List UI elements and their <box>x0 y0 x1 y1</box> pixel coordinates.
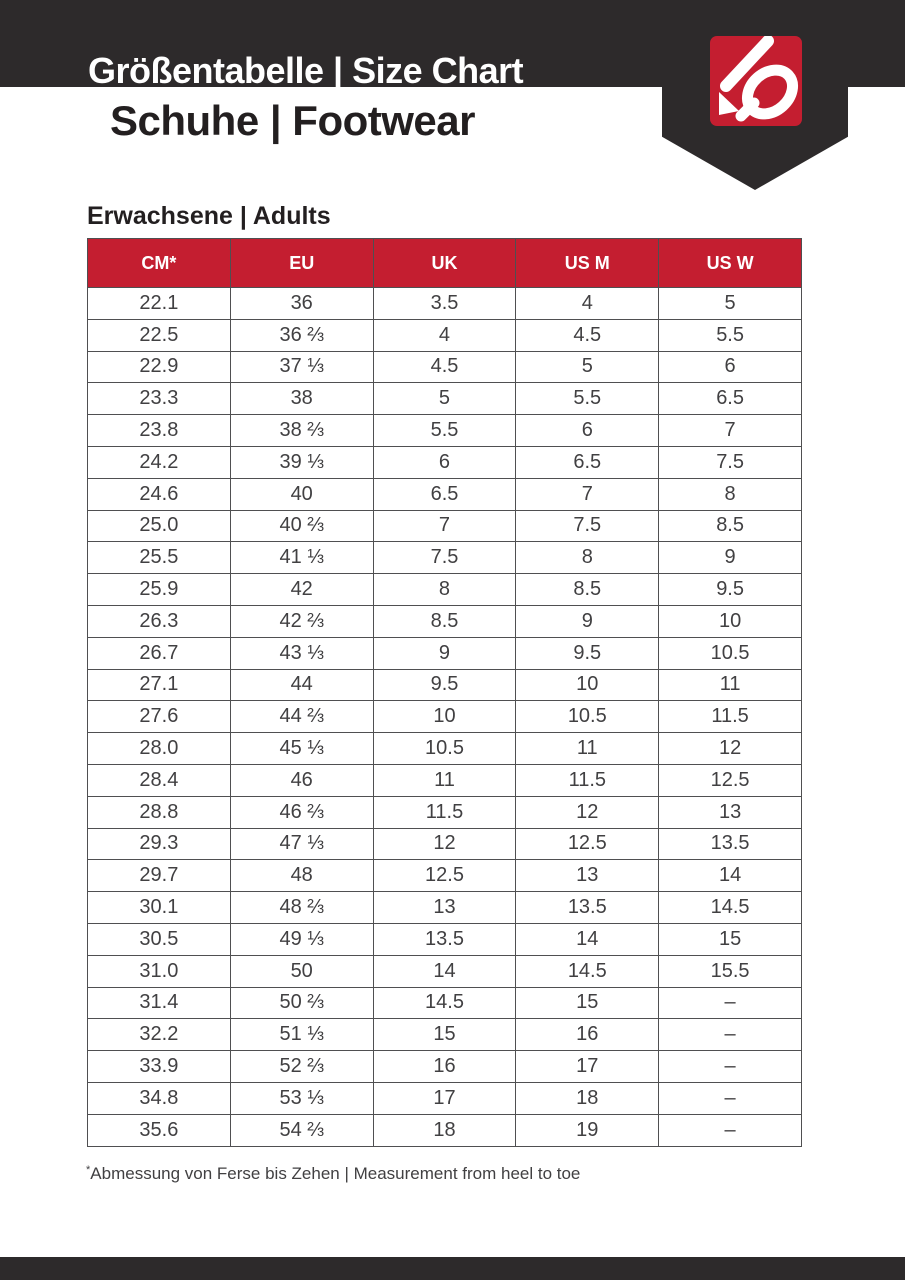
table-cell: 6.5 <box>659 383 802 415</box>
table-cell: 12.5 <box>516 828 659 860</box>
table-cell: 11 <box>516 733 659 765</box>
table-row <box>88 605 802 637</box>
table-row <box>88 637 802 669</box>
table-cell: 9.5 <box>659 574 802 606</box>
table-cell: 47 ⅓ <box>230 828 373 860</box>
table-cell: 13.5 <box>659 828 802 860</box>
table-cell: 19 <box>516 1114 659 1146</box>
table-cell: 18 <box>516 1082 659 1114</box>
table-cell: 14.5 <box>516 955 659 987</box>
table-row <box>88 574 802 606</box>
column-header: US M <box>516 239 659 288</box>
table-cell: 13.5 <box>516 892 659 924</box>
table-cell: 22.5 <box>88 319 231 351</box>
table-cell: 12 <box>659 733 802 765</box>
table-cell: 11.5 <box>516 764 659 796</box>
table-cell: 5 <box>516 351 659 383</box>
table-cell: 38 <box>230 383 373 415</box>
table-cell: 29.3 <box>88 828 231 860</box>
table-row <box>88 478 802 510</box>
table-cell: 5.5 <box>516 383 659 415</box>
table-cell: 16 <box>516 1019 659 1051</box>
doc-subtitle: Schuhe | Footwear <box>110 97 475 144</box>
table-cell: 39 ⅓ <box>230 446 373 478</box>
table-cell: 48 <box>230 860 373 892</box>
table-cell: 52 ⅔ <box>230 1051 373 1083</box>
table-cell: 9.5 <box>516 637 659 669</box>
table-cell: – <box>659 1082 802 1114</box>
table-cell: 32.2 <box>88 1019 231 1051</box>
table-row <box>88 319 802 351</box>
table-cell: 9 <box>659 542 802 574</box>
table-cell: 28.8 <box>88 796 231 828</box>
table-cell: 11 <box>373 764 516 796</box>
table-cell: 53 ⅓ <box>230 1082 373 1114</box>
table-cell: 28.4 <box>88 764 231 796</box>
table-cell: 11.5 <box>659 701 802 733</box>
table-cell: 50 ⅔ <box>230 987 373 1019</box>
table-cell: 36 <box>230 288 373 320</box>
table-body <box>88 288 802 1147</box>
table-cell: 24.2 <box>88 446 231 478</box>
table-cell: 25.9 <box>88 574 231 606</box>
table-cell: 9 <box>373 637 516 669</box>
doc-title: Größentabelle | Size Chart <box>88 50 524 91</box>
table-cell: – <box>659 1019 802 1051</box>
table-cell: 34.8 <box>88 1082 231 1114</box>
table-row <box>88 923 802 955</box>
table-cell: 10.5 <box>659 637 802 669</box>
table-cell: 4.5 <box>516 319 659 351</box>
table-cell: 5.5 <box>659 319 802 351</box>
table-cell: 31.0 <box>88 955 231 987</box>
five-ten-logo-icon <box>710 36 802 126</box>
table-cell: 15.5 <box>659 955 802 987</box>
table-row <box>88 987 802 1019</box>
table-cell: 8 <box>659 478 802 510</box>
table-cell: 16 <box>373 1051 516 1083</box>
table-row <box>88 510 802 542</box>
table-row <box>88 860 802 892</box>
table-row <box>88 1082 802 1114</box>
column-header: EU <box>230 239 373 288</box>
table-row <box>88 351 802 383</box>
table-row <box>88 542 802 574</box>
table-cell: 30.5 <box>88 923 231 955</box>
table-cell: 6 <box>373 446 516 478</box>
table-cell: 27.1 <box>88 669 231 701</box>
table-cell: 36 ⅔ <box>230 319 373 351</box>
table-cell: 5.5 <box>373 415 516 447</box>
table-cell: – <box>659 1114 802 1146</box>
table-cell: 14 <box>373 955 516 987</box>
table-cell: 14.5 <box>373 987 516 1019</box>
size-table <box>87 238 802 1147</box>
footnote <box>86 1164 580 1184</box>
table-row <box>88 733 802 765</box>
table-cell: 7.5 <box>659 446 802 478</box>
table-cell: 42 ⅔ <box>230 605 373 637</box>
table-cell: 26.3 <box>88 605 231 637</box>
table-cell: 17 <box>373 1082 516 1114</box>
table-cell: 7.5 <box>373 542 516 574</box>
table-cell: 25.0 <box>88 510 231 542</box>
table-cell: 12.5 <box>659 764 802 796</box>
table-cell: 13.5 <box>373 923 516 955</box>
table-cell: 13 <box>659 796 802 828</box>
footnote-text: Abmessung von Ferse bis Zehen | Measurement from heel to toe <box>90 1164 581 1183</box>
section-heading: Erwachsene | Adults <box>87 202 331 230</box>
table-cell: 25.5 <box>88 542 231 574</box>
table-cell: 11.5 <box>373 796 516 828</box>
table-cell: 4.5 <box>373 351 516 383</box>
table-cell: 14 <box>516 923 659 955</box>
table-cell: 8.5 <box>373 605 516 637</box>
table-cell: 7 <box>659 415 802 447</box>
table-cell: 8 <box>373 574 516 606</box>
table-cell: 31.4 <box>88 987 231 1019</box>
table-row <box>88 955 802 987</box>
table-cell: 50 <box>230 955 373 987</box>
table-cell: 13 <box>373 892 516 924</box>
table-cell: 45 ⅓ <box>230 733 373 765</box>
table-cell: 26.7 <box>88 637 231 669</box>
table-cell: 8.5 <box>659 510 802 542</box>
table-cell: 9 <box>516 605 659 637</box>
table-cell: 10.5 <box>516 701 659 733</box>
table-cell: 23.8 <box>88 415 231 447</box>
table-head <box>88 239 802 288</box>
table-cell: 7.5 <box>516 510 659 542</box>
table-row <box>88 828 802 860</box>
table-cell: 38 ⅔ <box>230 415 373 447</box>
table-cell: 54 ⅔ <box>230 1114 373 1146</box>
table-cell: 12 <box>516 796 659 828</box>
table-cell: 6.5 <box>373 478 516 510</box>
table-cell: 42 <box>230 574 373 606</box>
table-row <box>88 446 802 478</box>
table-cell: 15 <box>516 987 659 1019</box>
table-cell: 14 <box>659 860 802 892</box>
five-ten-logo <box>710 36 802 126</box>
table-cell: 40 <box>230 478 373 510</box>
table-cell: 4 <box>373 319 516 351</box>
table-cell: 22.1 <box>88 288 231 320</box>
table-cell: 28.0 <box>88 733 231 765</box>
table-cell: 43 ⅓ <box>230 637 373 669</box>
table-row <box>88 1019 802 1051</box>
table-cell: 6 <box>516 415 659 447</box>
table-row <box>88 383 802 415</box>
table-cell: 6.5 <box>516 446 659 478</box>
table-cell: 12 <box>373 828 516 860</box>
table-cell: 44 <box>230 669 373 701</box>
table-row <box>88 764 802 796</box>
table-cell: 22.9 <box>88 351 231 383</box>
table-cell: 13 <box>516 860 659 892</box>
table-cell: 44 ⅔ <box>230 701 373 733</box>
table-cell: 11 <box>659 669 802 701</box>
table-cell: 51 ⅓ <box>230 1019 373 1051</box>
table-row <box>88 288 802 320</box>
bottom-band <box>0 1257 905 1280</box>
table-cell: 14.5 <box>659 892 802 924</box>
table-cell: 9.5 <box>373 669 516 701</box>
column-header: US W <box>659 239 802 288</box>
table-cell: 8 <box>516 542 659 574</box>
table-cell: 4 <box>516 288 659 320</box>
table-cell: 24.6 <box>88 478 231 510</box>
table-cell: 7 <box>516 478 659 510</box>
table-cell: 10 <box>659 605 802 637</box>
table-row <box>88 796 802 828</box>
table-cell: 15 <box>659 923 802 955</box>
table-row <box>88 701 802 733</box>
table-row <box>88 1114 802 1146</box>
table-cell: 33.9 <box>88 1051 231 1083</box>
table-row <box>88 1051 802 1083</box>
column-header: UK <box>373 239 516 288</box>
table-cell: 15 <box>373 1019 516 1051</box>
table-cell: 7 <box>373 510 516 542</box>
table-cell: 46 <box>230 764 373 796</box>
table-cell: 10 <box>516 669 659 701</box>
table-cell: 23.3 <box>88 383 231 415</box>
table-cell: 8.5 <box>516 574 659 606</box>
table-cell: 37 ⅓ <box>230 351 373 383</box>
table-cell: 5 <box>373 383 516 415</box>
table-cell: 30.1 <box>88 892 231 924</box>
footnote-asterisk: * <box>86 1164 91 1176</box>
table-cell: 10.5 <box>373 733 516 765</box>
table-cell: 6 <box>659 351 802 383</box>
table-cell: 49 ⅓ <box>230 923 373 955</box>
table-cell: 35.6 <box>88 1114 231 1146</box>
table-cell: 27.6 <box>88 701 231 733</box>
table-cell: 18 <box>373 1114 516 1146</box>
table-row <box>88 669 802 701</box>
table-row <box>88 892 802 924</box>
table-cell: 40 ⅔ <box>230 510 373 542</box>
table-cell: 46 ⅔ <box>230 796 373 828</box>
table-cell: 17 <box>516 1051 659 1083</box>
table-header-row <box>88 239 802 288</box>
table-cell: 10 <box>373 701 516 733</box>
column-header: CM* <box>88 239 231 288</box>
table-cell: 41 ⅓ <box>230 542 373 574</box>
table-cell: 29.7 <box>88 860 231 892</box>
table-cell: 5 <box>659 288 802 320</box>
table-row <box>88 415 802 447</box>
table-cell: 48 ⅔ <box>230 892 373 924</box>
table-cell: 12.5 <box>373 860 516 892</box>
table-cell: 3.5 <box>373 288 516 320</box>
table-cell: – <box>659 987 802 1019</box>
table-cell: – <box>659 1051 802 1083</box>
